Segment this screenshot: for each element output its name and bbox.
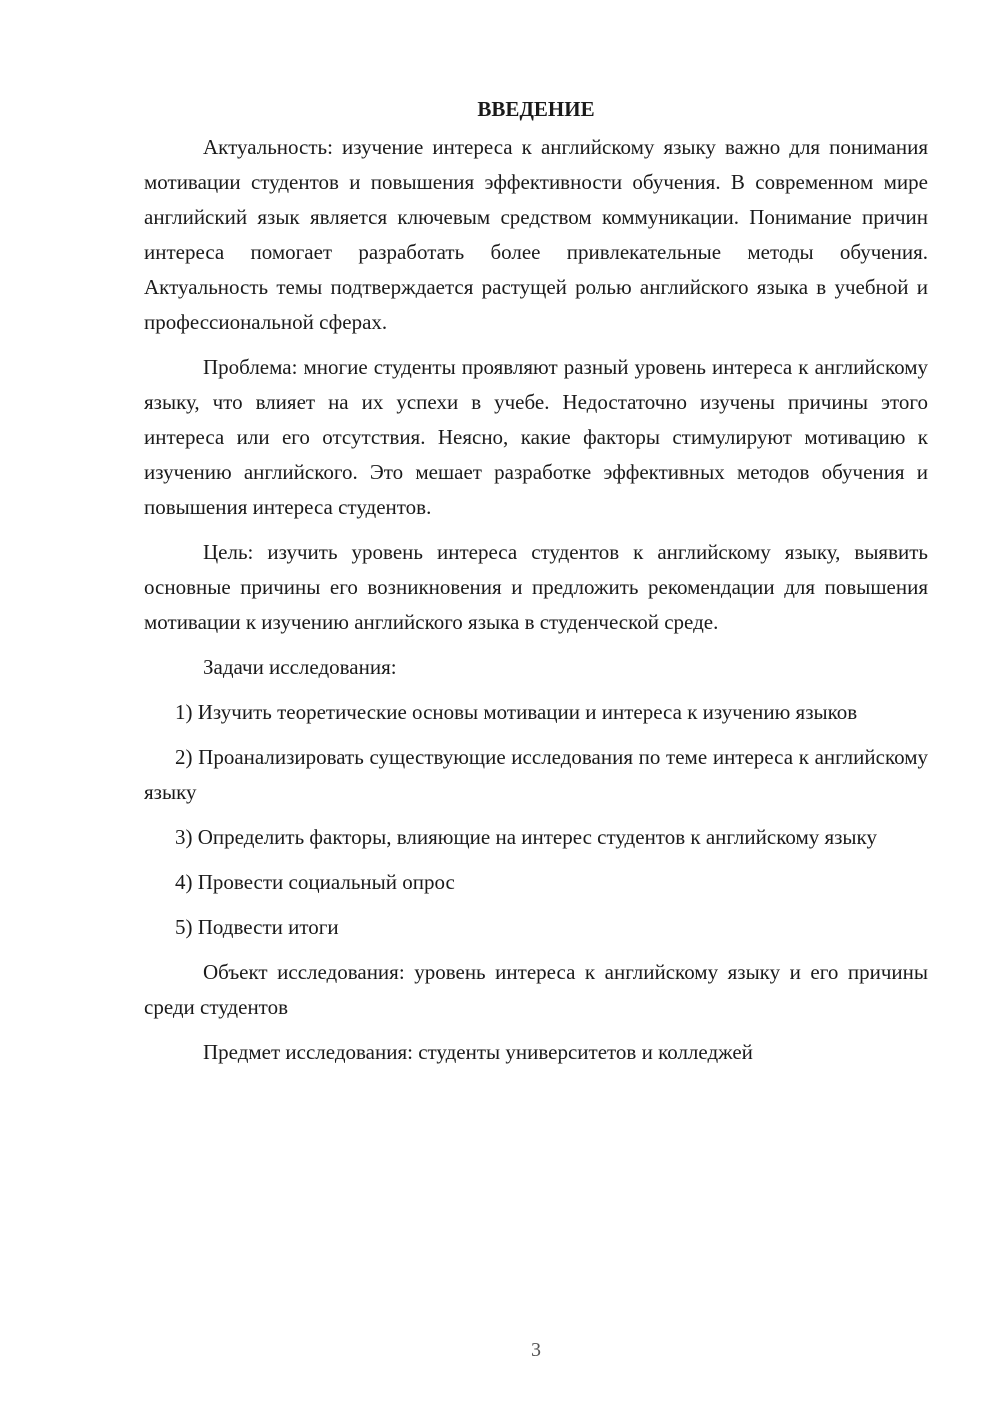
page-number: 3	[531, 1339, 541, 1361]
task-item: 2) Проанализировать существующие исследования по теме интереса к английскому языку	[144, 745, 928, 804]
object-paragraph: Объект исследования: уровень интереса к английскому языку и его причины среди студентов	[144, 960, 928, 1019]
tasks-heading: Задачи исследования:	[203, 655, 397, 679]
task-item: 4) Провести социальный опрос	[175, 870, 455, 894]
section-title: ВВЕДЕНИЕ	[477, 97, 595, 121]
goal-paragraph: Цель: изучить уровень интереса студентов к английскому языку, выявить основные причины его возникновения и предложить рекомендации для повышения мотивации к изучению английского языка в студенческой среде.	[144, 540, 928, 634]
task-item: 3) Определить факторы, влияющие на интерес студентов к английскому языку	[175, 825, 877, 849]
task-item: 1) Изучить теоретические основы мотивации и интереса к изучению языков	[175, 700, 858, 724]
task-item: 5) Подвести итоги	[175, 915, 339, 939]
relevance-paragraph: Актуальность: изучение интереса к английскому языку важно для понимания мотивации студентов и повышения эффективности обучения. В современном мире английский язык является ключевым средством коммуникации. Понимание причин интереса помогает разработать более привлекательные методы обучения. Актуальность темы подтверждается растущей ролью английского языка в учебной и профессиональной сферах.	[144, 135, 928, 334]
problem-paragraph: Проблема: многие студенты проявляют разный уровень интереса к английскому языку, что влияет на их успехи в учебе. Недостаточно изучены причины этого интереса или его отсутствия. Неясно, какие факторы стимулируют мотивацию к изучению английского. Это мешает разработке эффективных методов обучения и повышения интереса студентов.	[144, 355, 928, 519]
subject-paragraph: Предмет исследования: студенты университетов и колледжей	[203, 1040, 753, 1064]
page-content	[144, 92, 928, 1080]
